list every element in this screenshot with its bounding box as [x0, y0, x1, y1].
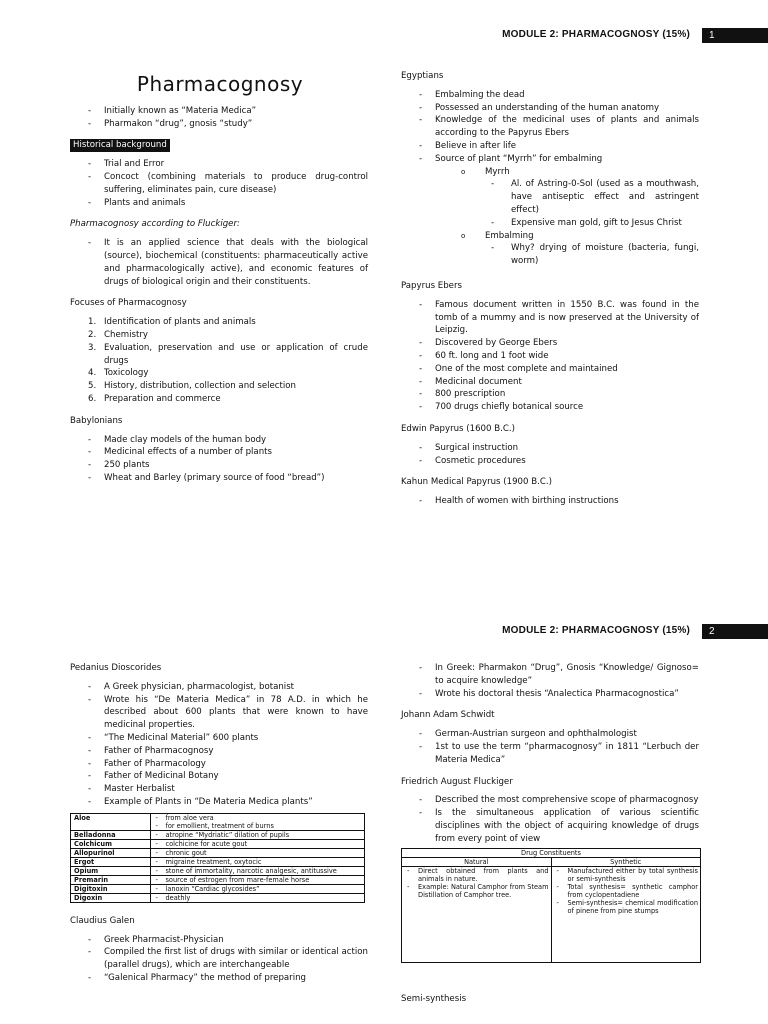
section-heading: Kahun Medical Papyrus (1900 B.C.) [401, 477, 552, 488]
section-heading: Claudius Galen [70, 915, 135, 926]
module-title: MODULE 2: PHARMACOGNOSY (15%) [502, 624, 690, 636]
fluckiger-list [401, 794, 699, 845]
list-item: - 700 drugs chiefly botanical source [401, 401, 699, 414]
list-item: 6. Preparation and commerce [88, 393, 221, 404]
list-item: - Expensive man gold, gift to Jesus Christ [401, 217, 699, 230]
list-item: 5. History, distribution, collection and selection [88, 381, 296, 392]
list-item: - Discovered by George Ebers [401, 337, 699, 350]
list-item: - Wrote his “De Materia Medica” in 78 A.D. in which he described about 600 plants that were known to have medicinal properties. [70, 694, 368, 732]
list-item: - Why? drying of moisture (bacteria, fungi, worm) [401, 242, 699, 268]
list-item: - It is an applied science that deals with the biological (source), biochemical (constituents: pharmaceutically active and pharmacologically active), and economic features of drugs of biological origin and their constituents. [70, 237, 368, 288]
section-heading: Focuses of Pharmacognosy [70, 298, 187, 309]
list-item: - Plants and animals [70, 197, 368, 210]
fluckiger-list [70, 237, 368, 288]
list-item: - Father of Pharmacology [70, 758, 368, 771]
table-row: Digitoxin - lanoxin “Cardiac glycosides” [71, 884, 365, 893]
left-column [70, 662, 368, 994]
list-item: - Pharmakon “drug”, gnosis “study” [70, 118, 368, 131]
list-item: - Wheat and Barley (primary source of food “bread”) [70, 472, 368, 485]
table-row [402, 848, 701, 857]
section-heading: Friedrich August Fluckiger [401, 776, 513, 787]
table-row: Ergot - migraine treatment, oxytocic [71, 857, 365, 866]
list-item: 3. Evaluation, preservation and use or application of crude drugs [88, 342, 368, 366]
list-item: - Example: Natural Camphor from Steam Distillation of Camphor tree. [404, 883, 549, 899]
list-item: - Compiled the first list of drugs with similar or identical action (parallel drugs), which are interchangeable [70, 946, 368, 972]
section-heading: Historical background [70, 139, 368, 152]
list-item: - Possessed an understanding of the human anatomy [401, 102, 699, 115]
list-item: - Initially known as “Materia Medica” [70, 105, 368, 118]
section-heading: Papyrus Ebers [401, 280, 462, 291]
embalming-list [401, 230, 699, 243]
section-heading: Babylonians [70, 415, 123, 426]
list-item: - Father of Medicinal Botany [70, 770, 368, 783]
list-item: - Health of women with birthing instructions [401, 495, 699, 508]
list-item: - “The Medicinal Material” 600 plants [70, 732, 368, 745]
right-column [401, 70, 699, 512]
list-item: - Famous document written in 1550 B.C. was found in the tomb of a mummy and is now preserved at the University of Leipzig. [401, 299, 699, 337]
list-item: - Greek Pharmacist-Physician [70, 934, 368, 947]
list-item: - Master Herbalist [70, 783, 368, 796]
list-item: o Embalming [461, 230, 534, 241]
list-item: - Believe in after life [401, 140, 699, 153]
list-item: - Example of Plants in “De Materia Medica plants” [70, 796, 368, 809]
list-item: - 1st to use the term “pharmacognosy” in 1811 “Lerbuch der Materia Medica” [401, 741, 699, 767]
right-column [401, 662, 699, 1011]
page-number: 2 [702, 624, 768, 639]
table-row: Opium - stone of immortality, narcotic analgesic, antitussive [71, 866, 365, 875]
list-item: - Manufactured either by total synthesis or semi-synthesis [554, 867, 699, 883]
embalming-sublist [401, 242, 699, 268]
list-item: - Trial and Error [70, 158, 368, 171]
list-item: - Semi-synthesis= chemical modification of pinene from pine stumps [554, 899, 699, 915]
section-heading: Pharmacognosy according to Fluckiger: [70, 219, 240, 230]
plants-table [70, 813, 365, 903]
historical-list [70, 158, 368, 209]
page-header [502, 26, 768, 44]
dioscorides-list [70, 681, 368, 809]
list-item: - “Galenical Pharmacy” the method of preparing [70, 972, 368, 985]
egyptians-list [401, 89, 699, 166]
list-item: - Wrote his doctoral thesis “Analectica Pharmacognostica” [401, 688, 699, 701]
table-row: Aloe - - from aloe vera for emollient, treatment of burns [71, 813, 365, 830]
page-header [502, 622, 768, 640]
list-item: - Knowledge of the medicinal uses of plants and animals according to the Papyrus Ebers [401, 114, 699, 140]
list-item: o Myrrh [461, 166, 510, 177]
list-item: - One of the most complete and maintained [401, 363, 699, 376]
table-row: Digoxin - deathly [71, 893, 365, 902]
table-title: Drug Constituents [402, 848, 701, 857]
list-item: - 60 ft. long and 1 foot wide [401, 350, 699, 363]
edwin-list [401, 442, 699, 468]
column-header: Natural [402, 857, 552, 866]
list-item: - Made clay models of the human body [70, 434, 368, 447]
section-heading: Edwin Papyrus (1600 B.C.) [401, 423, 515, 434]
table-row [402, 866, 701, 962]
greek-list [401, 662, 699, 700]
list-item: 2. Chemistry [88, 329, 148, 340]
section-heading: Semi-synthesis [401, 993, 467, 1004]
list-item: - Father of Pharmacognosy [70, 745, 368, 758]
table-row: Premarin - source of estrogen from mare-female horse [71, 875, 365, 884]
page-title: Pharmacognosy [136, 72, 304, 96]
list-item: - Al. of Astring-0-Sol (used as a mouthwash, have antiseptic effect and astringent effect) [401, 178, 699, 216]
focuses-list [70, 316, 368, 406]
list-item: - A Greek physician, pharmacologist, botanist [70, 681, 368, 694]
list-item: - Source of plant “Myrrh” for embalming [401, 153, 699, 166]
list-item: - 800 prescription [401, 388, 699, 401]
list-item: 1. Identification of plants and animals [88, 317, 256, 328]
list-item: - In Greek: Pharmakon “Drug”, Gnosis “Knowledge/ Gignoso= to acquire knowledge” [401, 662, 699, 688]
page-number: 1 [702, 28, 768, 43]
list-item: - Medicinal effects of a number of plants [70, 446, 368, 459]
kahun-list [401, 495, 699, 508]
left-column [70, 72, 368, 494]
table-row [402, 857, 701, 866]
list-item: - Concoct (combining materials to produce drug-control suffering, eliminates pain, cure disease) [70, 171, 368, 197]
list-item: - German-Austrian surgeon and ophthalmologist [401, 728, 699, 741]
list-item: - Cosmetic procedures [401, 455, 699, 468]
section-heading: Egyptians [401, 71, 444, 81]
list-item: - Surgical instruction [401, 442, 699, 455]
table-row: Allopurinol - chronic gout [71, 848, 365, 857]
list-item: - 250 plants [70, 459, 368, 472]
galen-list [70, 934, 368, 985]
list-item: - Direct obtained from plants and animals in nature. [404, 867, 549, 883]
myrrh-list [401, 166, 699, 179]
babylonians-list [70, 434, 368, 485]
section-heading: Johann Adam Schwidt [401, 710, 495, 721]
intro-list [70, 105, 368, 131]
module-title: MODULE 2: PHARMACOGNOSY (15%) [502, 28, 690, 40]
table-row: Colchicum - colchicine for acute gout [71, 839, 365, 848]
list-item: - Described the most comprehensive scope of pharmacognosy [401, 794, 699, 807]
list-item: - Total synthesis= synthetic camphor from cyclopentadiene [554, 883, 699, 899]
drug-constituents-table [401, 848, 701, 963]
myrrh-sublist [401, 178, 699, 229]
section-heading: Pedanius Dioscorides [70, 663, 162, 673]
column-header: Synthetic [551, 857, 701, 866]
table-row: Belladonna - atropine “Mydriatic” dilation of pupils [71, 830, 365, 839]
document-page-2 [0, 512, 768, 1024]
schmidt-list [401, 728, 699, 766]
list-item: - Medicinal document [401, 376, 699, 389]
list-item: - Is the simultaneous application of various scientific disciplines with the object of acquiring knowledge of drugs from every point of view [401, 807, 699, 845]
papyrus-list [401, 299, 699, 414]
list-item: 4. Toxicology [88, 368, 149, 379]
list-item: - Embalming the dead [401, 89, 699, 102]
